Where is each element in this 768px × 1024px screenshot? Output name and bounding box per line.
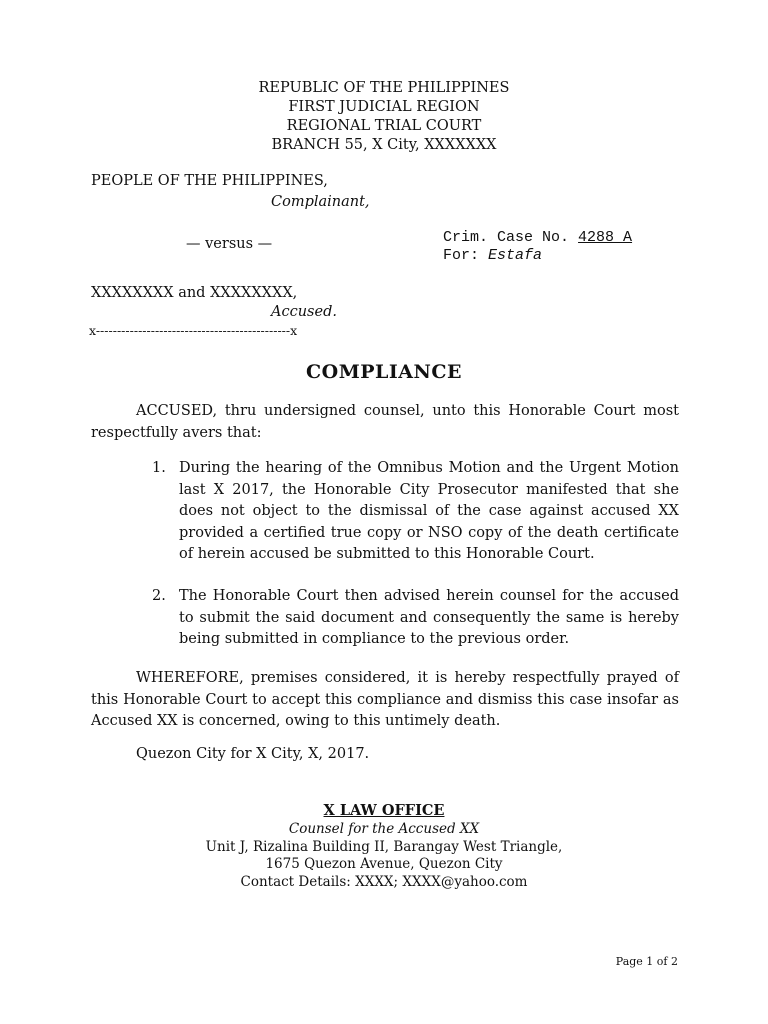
item-number: 1.: [152, 460, 166, 476]
item-text: During the hearing of the Omnibus Motion and the Urgent Motion last X 2017, the Honorable City Prosecutor manifested that she does not object to the dismissal of the case against accused XX provided a certified true copy or NSO copy of the death certificate of herein accused be submitted to this Honorable Court.: [179, 460, 679, 562]
case-label: Crim. Case No.: [443, 229, 570, 246]
header-court: REGIONAL TRIAL COURT: [286, 118, 482, 134]
list-item: [152, 458, 682, 568]
place-date: Quezon City for X City, X, 2017.: [136, 746, 370, 762]
header-branch: BRANCH 55, X City, XXXXXXX: [271, 137, 497, 153]
document-title: COMPLIANCE: [306, 361, 462, 383]
accused-names: XXXXXXXX and XXXXXXXX,: [91, 285, 298, 301]
counsel-role: Counsel for the Accused XX: [288, 821, 480, 837]
court-header: [0, 79, 768, 155]
signature-block: [0, 801, 768, 891]
law-office-name: X LAW OFFICE: [323, 802, 445, 819]
case-nature-line: [443, 247, 542, 264]
header-republic: REPUBLIC OF THE PHILIPPINES: [258, 80, 510, 96]
prayer-paragraph: WHEREFORE, premises considered, it is hereby respectfully prayed of this Honorable Court to accept this compliance and dismiss this case insofar as Accused XX is concerned, owing to this untimely death.: [91, 670, 679, 729]
plaintiff-name: PEOPLE OF THE PHILIPPINES,: [91, 173, 328, 189]
versus-label: — versus —: [186, 236, 273, 252]
intro-paragraph: ACCUSED, thru undersigned counsel, unto this Honorable Court most respectfully avers that:: [91, 403, 679, 441]
page-number: Page 1 of 2: [615, 955, 678, 968]
list-item: [152, 586, 682, 656]
contact-details: Contact Details: XXXX; XXXX@yahoo.com: [240, 873, 528, 890]
address-line-2: 1675 Quezon Avenue, Quezon City: [265, 856, 503, 872]
for-label: For:: [443, 247, 480, 264]
case-number-line: [443, 229, 632, 246]
caption-divider: x----------------------------------------------x: [89, 323, 298, 338]
accused-role: Accused.: [271, 304, 337, 320]
for-value: Estafa: [488, 247, 543, 264]
address-line-1: Unit J, Rizalina Building II, Barangay West Triangle,: [205, 838, 563, 855]
plaintiff-role: Complainant,: [271, 194, 370, 210]
case-number: 4288 A: [578, 229, 633, 246]
header-region: FIRST JUDICIAL REGION: [288, 99, 480, 115]
item-number: 2.: [152, 588, 166, 604]
item-text: The Honorable Court then advised herein counsel for the accused to submit the said document and consequently the same is hereby being submitted in compliance to the previous order.: [179, 588, 679, 647]
